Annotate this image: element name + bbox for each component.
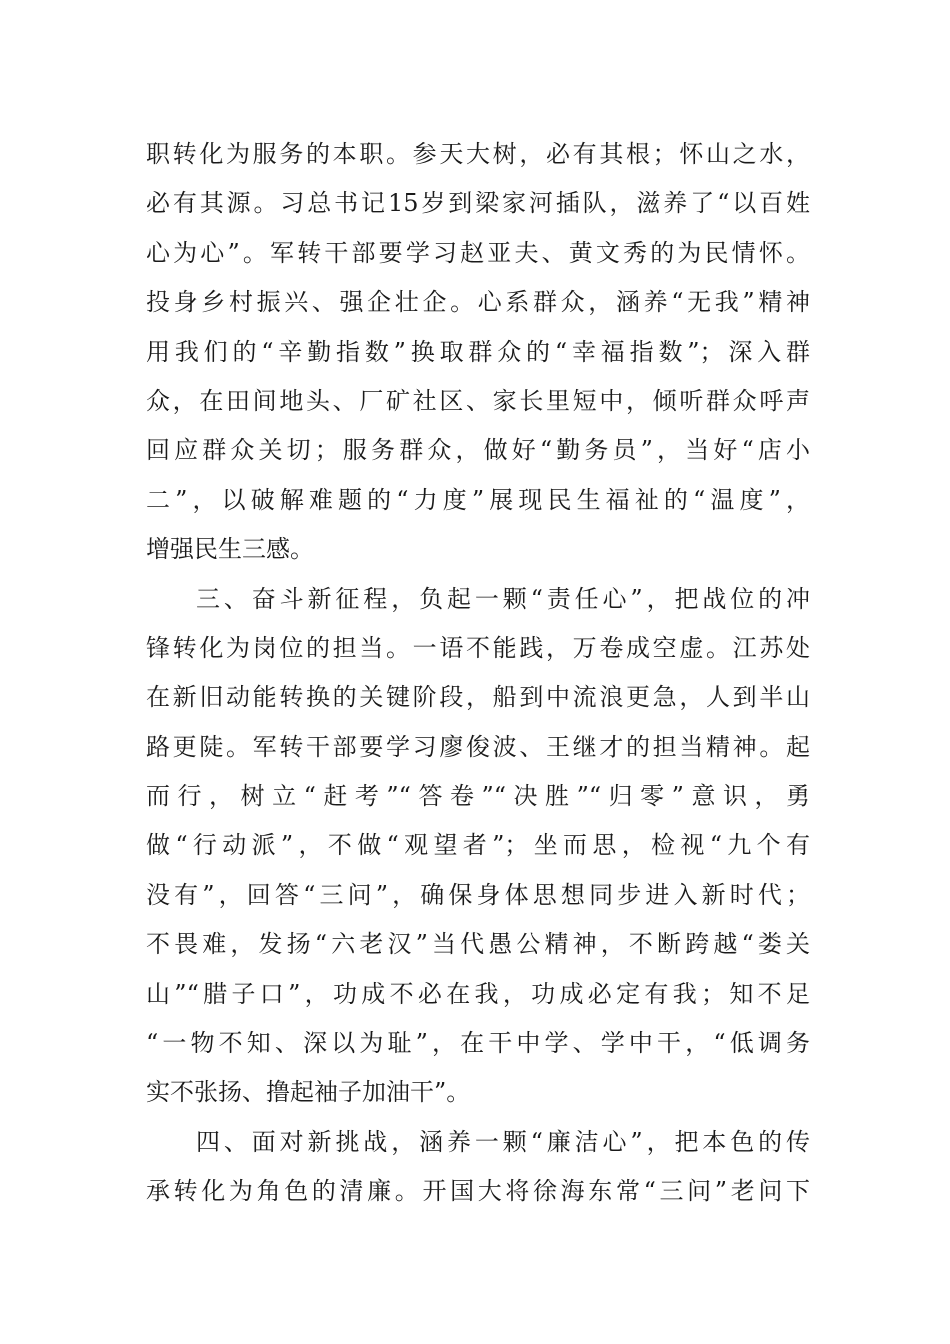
text-line: 二”，以破解难题的“力度”展现民生福祉的“温度”， (146, 485, 810, 514)
paragraph-end-line: 实不张扬、撸起袖子加油干”。 (146, 1078, 471, 1107)
text-line: 山”“腊子口”，功成不必在我，功成必定有我；知不足 (146, 979, 810, 1008)
text-line: 众，在田间地头、厂矿社区、家长里短中，倾听群众呼声 (146, 386, 810, 415)
text-line: 在新旧动能转换的关键阶段，船到中流浪更急，人到半山 (146, 683, 810, 712)
body-text (146, 130, 810, 1217)
text-line: 回应群众关切；服务群众，做好“勤务员”，当好“店小 (146, 436, 810, 465)
text-line: 投身乡村振兴、强企壮企。心系群众，涵养“无我”精神 (146, 288, 810, 317)
paragraph-first-line: 三、奋斗新征程，负起一颗“责任心”，把战位的冲 (196, 584, 810, 613)
text-line: 心为心”。军转干部要学习赵亚夫、黄文秀的为民情怀。 (146, 238, 810, 267)
text-line: 职转化为服务的本职。参天大树，必有其根；怀山之水， (146, 140, 810, 168)
text-line: 不畏难，发扬“六老汉”当代愚公精神，不断跨越“娄关 (146, 930, 810, 959)
text-line: 路更陡。军转干部要学习廖俊波、王继才的担当精神。起 (146, 732, 810, 761)
text-line: 没有”，回答“三问”，确保身体思想同步进入新时代； (146, 880, 810, 909)
paragraph-first-line: 四、面对新挑战，涵养一颗“廉洁心”，把本色的传 (196, 1127, 810, 1156)
text-line: 而行，树立“赶考”“答卷”“决胜”“归零”意识，勇 (146, 782, 810, 811)
text-line: 做“行动派”，不做“观望者”；坐而思，检视“九个有 (146, 831, 810, 860)
text-line: 锋转化为岗位的担当。一语不能践，万卷成空虚。江苏处 (146, 633, 810, 662)
text-line: “一物不知、深以为耻”，在干中学、学中干，“低调务 (146, 1029, 810, 1058)
text-line: 用我们的“辛勤指数”换取群众的“幸福指数”；深入群 (146, 337, 810, 366)
paragraph-end-line: 增强民生三感。 (146, 535, 314, 564)
text-line: 承转化为角色的清廉。开国大将徐海东常“三问”老问下 (146, 1177, 810, 1206)
text-line: 必有其源。习总书记15岁到梁家河插队，滋养了“以百姓 (146, 189, 810, 218)
